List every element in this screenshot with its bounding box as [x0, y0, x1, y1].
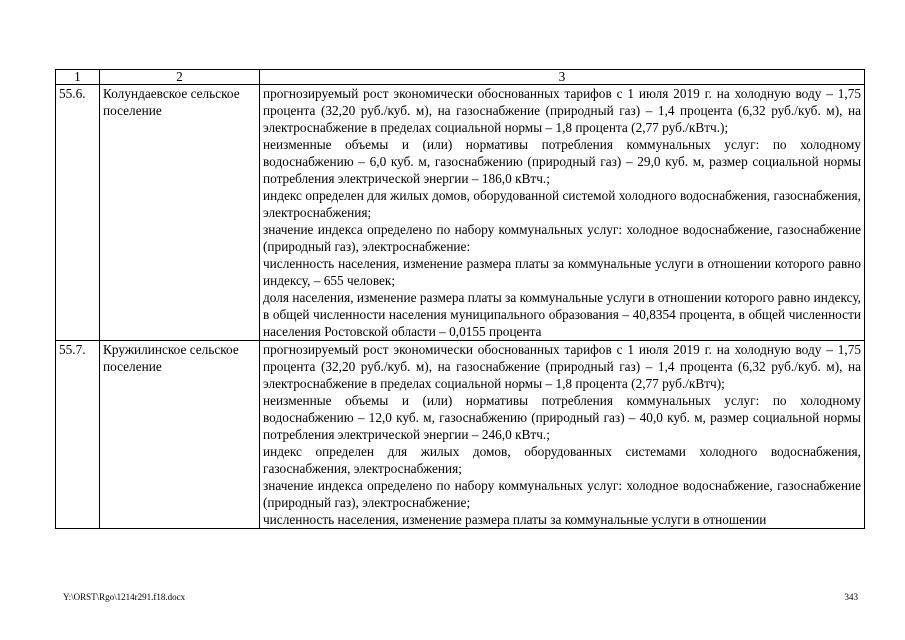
content-paragraph: значение индекса определено по набору коммунальных услуг: холодное водоснабжение, газоснабжение (природный газ), электроснабжение:: [263, 222, 861, 254]
content-paragraph: значение индекса определено по набору коммунальных услуг: холодное водоснабжение, газоснабжение (природный газ), электроснабжение;: [263, 478, 861, 510]
content-paragraph: неизменные объемы и (или) нормативы потребления коммунальных услуг: по холодному водоснабжению – 12,0 куб. м, газоснабжению (природный газ) – 40,0 куб. м, размер социальной нормы потребления электрической энергии – 246,0 кВтч.;: [263, 393, 861, 442]
document-table: [55, 69, 865, 529]
content-paragraph: численность населения, изменение размера платы за коммунальные услуги в отношении которого равно индексу, – 655 человек;: [263, 256, 861, 288]
footer-file-path: Y:\ORST\Rgo\1214r291.f18.docx: [63, 592, 186, 602]
settlement-name: Кружилинское сельское поселение: [100, 341, 260, 529]
page-number: 343: [844, 592, 858, 602]
row-content: [260, 85, 865, 341]
content-paragraph: индекс определен для жилых домов, оборудованных системами холодного водоснабжения, газоснабжения, электроснабжения;: [263, 444, 861, 476]
header-col-2: 2: [100, 70, 260, 85]
settlement-name: Колундаевское сельское поселение: [100, 85, 260, 341]
row-number: 55.6.: [56, 85, 100, 341]
header-col-1: 1: [56, 70, 100, 85]
content-paragraph: неизменные объемы и (или) нормативы потребления коммунальных услуг: по холодному водоснабжению – 6,0 куб. м, газоснабжению (природный газ) – 29,0 куб. м, размер социальной нормы потребления электрической энергии – 186,0 кВтч.;: [263, 137, 861, 186]
table-row: [56, 85, 865, 341]
row-number: 55.7.: [56, 341, 100, 529]
table-row: [56, 341, 865, 529]
table-header-row: [56, 70, 865, 85]
content-paragraph: численность населения, изменение размера платы за коммунальные услуги в отношении: [263, 512, 767, 527]
row-content: [260, 341, 865, 529]
content-paragraph: индекс определен для жилых домов, оборудованной системой холодного водоснабжения, газоснабжения, электроснабжения;: [263, 188, 861, 220]
header-col-3: 3: [260, 70, 865, 85]
content-paragraph: прогнозируемый рост экономически обоснованных тарифов с 1 июля 2019 г. на холодную воду – 1,75 процента (32,20 руб./куб. м), на газоснабжение (природный газ) – 1,4 процента (6,32 руб./куб. м), на электроснабжение в пределах социальной нормы – 1,8 процента (2,77 руб./кВтч.);: [263, 86, 861, 135]
content-paragraph: прогнозируемый рост экономически обоснованных тарифов с 1 июля 2019 г. на холодную воду – 1,75 процента (32,20 руб./куб. м), на газоснабжение (природный газ) – 1,4 процента (6,32 руб./куб. м), на электроснабжение в пределах социальной нормы – 1,8 процента (2,77 руб./кВтч);: [263, 342, 861, 391]
content-paragraph: доля населения, изменение размера платы за коммунальные услуги в отношении которого равно индексу, в общей численности населения муниципального образования – 40,8354 процента, в общей численности населения Ростовской области – 0,0155 процента: [263, 290, 861, 339]
